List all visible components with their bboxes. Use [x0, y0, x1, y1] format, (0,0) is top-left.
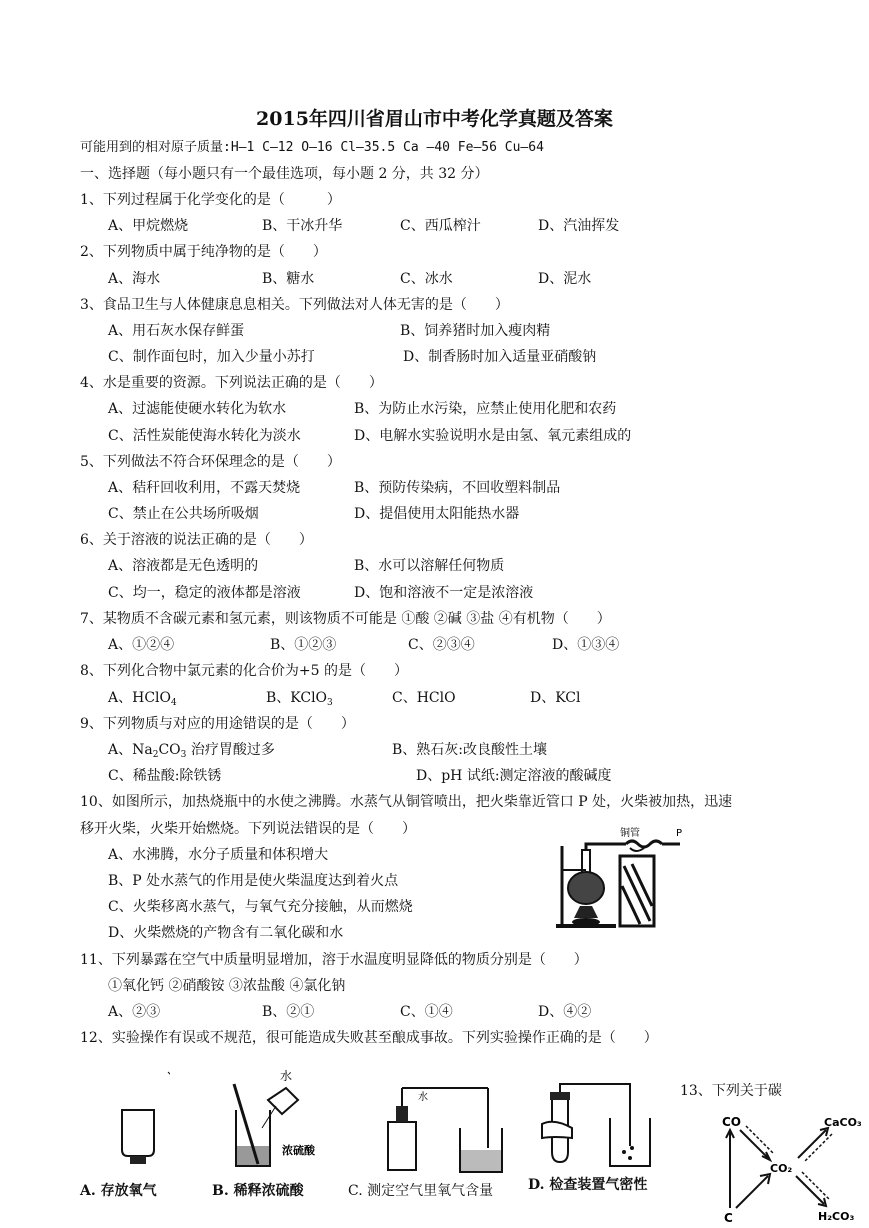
- q2-option-a: A、海水: [108, 271, 161, 287]
- q2-option-b: B、糖水: [262, 271, 315, 287]
- q6-option-a: A、溶液都是无色透明的: [108, 558, 259, 574]
- q6-option-c: C、均一，稳定的液体都是溶液: [108, 585, 301, 601]
- q4-stem: 4、水是重要的资源。下列说法正确的是（ ）: [80, 375, 383, 391]
- fig-label-conc-acid: 浓硫酸: [282, 1144, 315, 1157]
- q13-stem: 13、下列关于碳: [680, 1083, 782, 1099]
- q1-option-d: D、汽油挥发: [538, 218, 620, 234]
- q2-stem: 2、下列物质中属于纯净物的是（ ）: [80, 244, 327, 260]
- q5-stem: 5、下列做法不符合环保理念的是（ ）: [80, 454, 341, 470]
- q9-option-b: B、熟石灰:改良酸性土壤: [392, 742, 548, 758]
- q5-option-d: D、提倡使用太阳能热水器: [354, 506, 520, 522]
- q13-node-c: C: [724, 1211, 733, 1225]
- q1-option-a: A、甲烷燃烧: [108, 218, 189, 234]
- q5-option-b: B、预防传染病，不回收塑料制品: [354, 480, 561, 496]
- q10-option-c: C、火柴移离水蒸气，与氧气充分接触，从而燃烧: [108, 899, 413, 915]
- q12-figure-d: [538, 1078, 662, 1174]
- fig-label-water-c: 水: [418, 1092, 428, 1103]
- q8-option-c: C、HClO: [392, 690, 456, 706]
- q13-node-co: CO: [722, 1115, 742, 1129]
- q3-option-a: A、用石灰水保存鲜蛋: [108, 323, 245, 339]
- q9-option-c: C、稀盐酸:除铁锈: [108, 768, 222, 784]
- q11-option-b: B、②①: [262, 1004, 315, 1020]
- q10-option-d: D、火柴燃烧的产物含有二氧化碳和水: [108, 925, 344, 941]
- q9-option-d: D、pH 试纸:测定溶液的酸碱度: [416, 768, 612, 784]
- page-title: 2015年四川省眉山市中考化学真题及答案: [256, 108, 613, 130]
- fig-label-water: 水: [280, 1069, 293, 1083]
- q11-option-d: D、④②: [538, 1004, 592, 1020]
- q1-option-b: B、干冰升华: [262, 218, 343, 234]
- q12-label-b: B. 稀释浓硫酸: [212, 1183, 304, 1199]
- q13-carbon-diagram: [718, 1108, 868, 1226]
- q12-figure-a: [110, 1070, 170, 1176]
- q7-option-d: D、①③④: [552, 637, 620, 653]
- q5-option-c: C、禁止在公共场所吸烟: [108, 506, 259, 522]
- q12-stem: 12、实验操作有误或不规范，很可能造成失败甚至酿成事故。下列实验操作正确的是（ ）: [80, 1030, 658, 1046]
- q7-option-c: C、②③④: [408, 637, 475, 653]
- q8-option-a: A、HClO$_4$: [108, 690, 177, 708]
- q2-option-c: C、冰水: [400, 271, 453, 287]
- q4-option-a: A、过滤能使硬水转化为软水: [108, 401, 287, 417]
- q7-option-a: A、①②④: [108, 637, 175, 653]
- q11-option-a: A、②③: [108, 1004, 161, 1020]
- q1-stem: 1、下列过程属于化学变化的是（ ）: [80, 192, 341, 208]
- q3-option-b: B、饲养猪时加入瘦肉精: [400, 323, 551, 339]
- q10-apparatus-figure: [556, 826, 686, 931]
- q12-label-d: D. 检查装置气密性: [528, 1177, 648, 1193]
- q12-figure-b: [224, 1066, 324, 1172]
- q10-option-a: A、水沸腾，水分子质量和体积增大: [108, 847, 329, 863]
- atomic-mass-line: 可能用到的相对原子质量:H—1 C—12 O—16 Cl—35.5 Ca —40 Fe—56 Cu—64: [80, 140, 544, 155]
- q8-option-d: D、KCl: [530, 690, 581, 706]
- q10-stem-line1: 10、如图所示，加热烧瓶中的水使之沸腾。水蒸气从铜管喷出，把火柴靠近管口 P 处，火柴被加热，迅速: [80, 794, 733, 810]
- q10-stem-line2: 移开火柴，火柴开始燃烧。下列说法错误的是（ ）: [80, 821, 416, 837]
- q13-node-caco3: CaCO₃: [824, 1116, 862, 1129]
- q8-option-b: B、KClO$_3$: [266, 690, 333, 708]
- q4-option-d: D、电解水实验说明水是由氢、氧元素组成的: [354, 428, 632, 444]
- q13-node-co2: CO₂: [770, 1162, 793, 1175]
- q10-option-b: B、P 处水蒸气的作用是使火柴温度达到着火点: [108, 873, 399, 889]
- q12-label-c: C. 测定空气里氧气含量: [348, 1183, 494, 1199]
- section-heading: 一、选择题（每小题只有一个最佳选项，每小题 2 分，共 32 分）: [80, 166, 489, 182]
- q9-stem: 9、下列物质与对应的用途错误的是（ ）: [80, 716, 355, 732]
- q4-option-b: B、为防止水污染，应禁止使用化肥和农药: [354, 401, 617, 417]
- fig-label-copper-tube: 铜管: [620, 828, 640, 839]
- q11-items: ①氧化钙 ②硝酸铵 ③浓盐酸 ④氯化钠: [108, 978, 346, 994]
- q6-option-b: B、水可以溶解任何物质: [354, 558, 505, 574]
- q13-node-h2co3: H₂CO₃: [818, 1210, 855, 1223]
- q3-option-d: D、制香肠时加入适量亚硝酸钠: [403, 349, 597, 365]
- q12-figure-c: [378, 1078, 510, 1174]
- q7-option-b: B、①②③: [270, 637, 337, 653]
- fig-label-p: P: [676, 828, 683, 839]
- q9-option-a: A、$Na_2CO_3$ 治疗胃酸过多: [108, 742, 275, 760]
- q7-stem: 7、某物质不含碳元素和氢元素，则该物质不可能是 ①酸 ②碱 ③盐 ④有机物（ ）: [80, 611, 611, 627]
- q3-option-c: C、制作面包时，加入少量小苏打: [108, 349, 315, 365]
- q8-stem: 8、下列化合物中氯元素的化合价为+5 的是（ ）: [80, 663, 408, 679]
- q3-stem: 3、食品卫生与人体健康息息相关。下列做法对人体无害的是（ ）: [80, 297, 509, 313]
- q12-label-a: A. 存放氧气: [80, 1183, 157, 1199]
- q11-stem: 11、下列暴露在空气中质量明显增加，溶于水温度明显降低的物质分别是（ ）: [80, 952, 588, 968]
- q5-option-a: A、秸秆回收利用，不露天焚烧: [108, 480, 301, 496]
- q6-option-d: D、饱和溶液不一定是浓溶液: [354, 585, 534, 601]
- q4-option-c: C、活性炭能使海水转化为淡水: [108, 428, 301, 444]
- q6-stem: 6、关于溶液的说法正确的是（ ）: [80, 532, 313, 548]
- q1-option-c: C、西瓜榨汁: [400, 218, 481, 234]
- q11-option-c: C、①④: [400, 1004, 453, 1020]
- q2-option-d: D、泥水: [538, 271, 592, 287]
